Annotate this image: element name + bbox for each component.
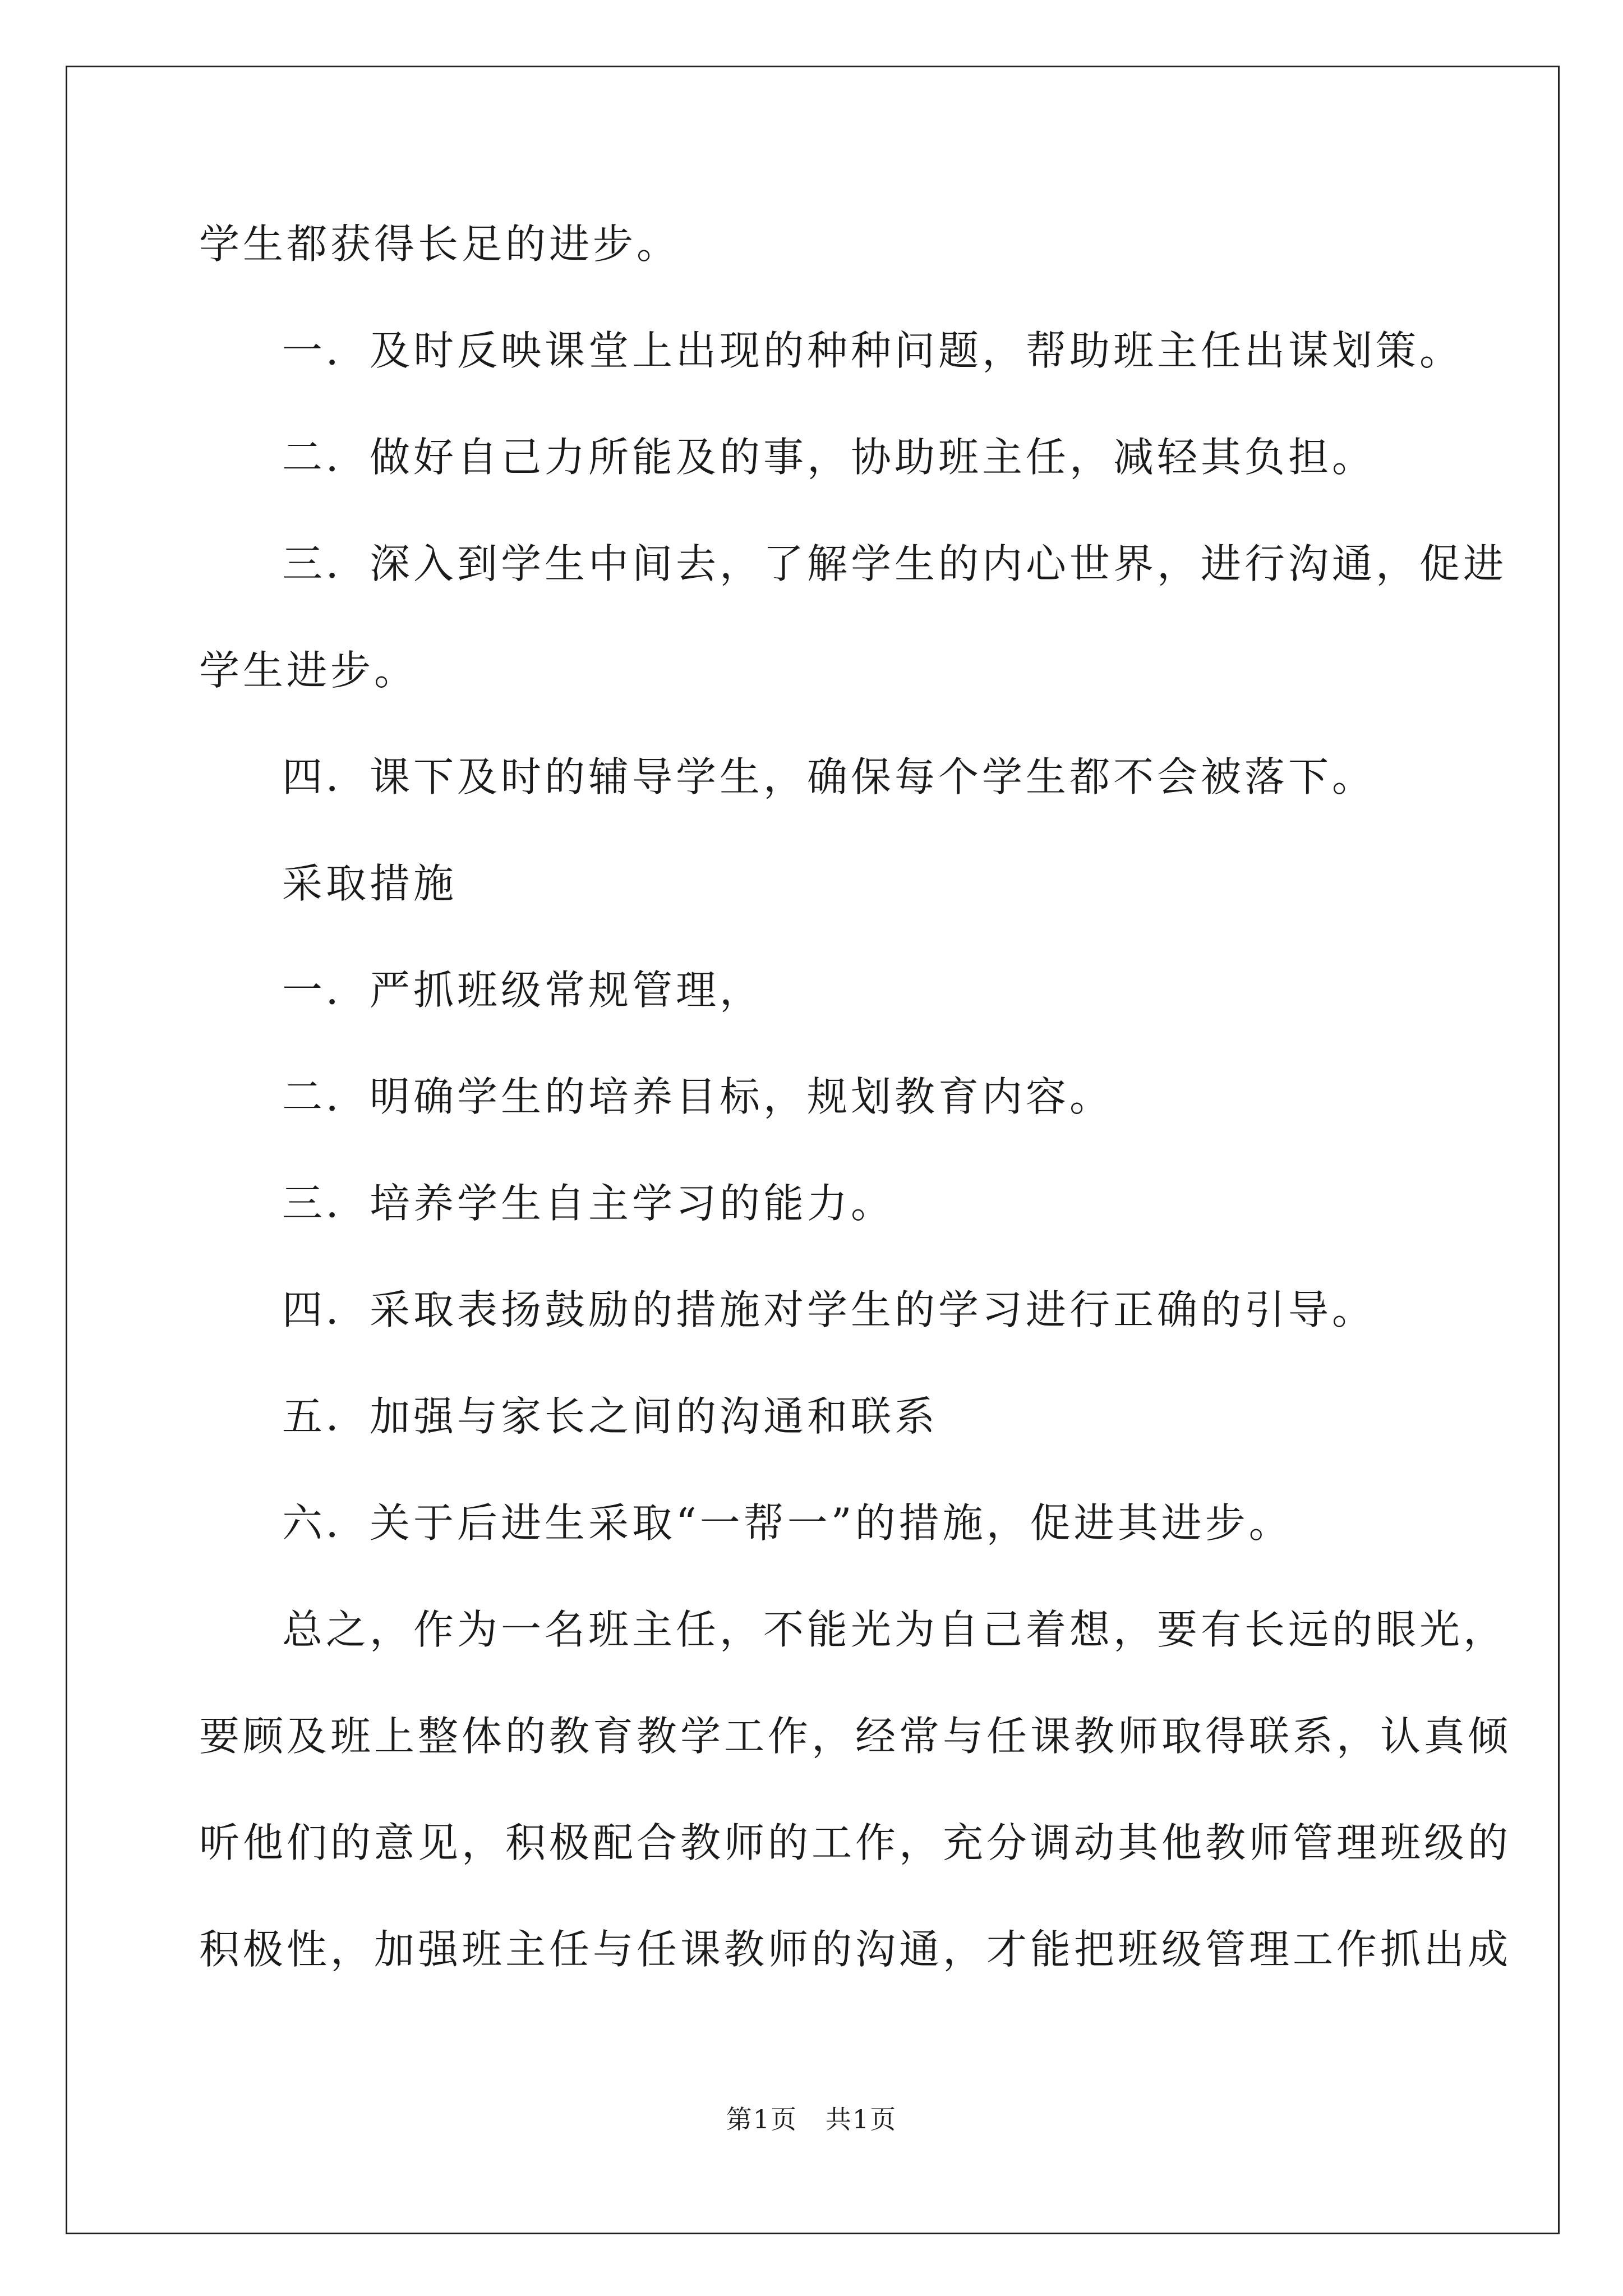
text-line: 三．培养学生自主学习的能力。 xyxy=(282,1180,895,1227)
page-border xyxy=(66,66,1560,2234)
text-line: 二．明确学生的培养目标，规划教育内容。 xyxy=(282,1073,1114,1120)
text-line: 积极性，加强班主任与任课教师的沟通，才能把班级管理工作抓出成 xyxy=(199,1926,1512,1973)
page-footer: 第1页 共1页 xyxy=(726,2104,897,2134)
text-line: 总之，作为一名班主任，不能光为自己着想，要有长远的眼光， xyxy=(282,1606,1507,1653)
text-line: 一．严抓班级常规管理， xyxy=(282,967,764,1014)
text-line: 六．关于后进生采取“一帮一”的措施，促进其进步。 xyxy=(282,1499,1293,1547)
text-line: 学生都获得长足的进步。 xyxy=(199,220,681,268)
text-line: 五．加强与家长之间的沟通和联系 xyxy=(282,1393,939,1440)
section-heading: 采取措施 xyxy=(282,860,458,907)
text-line: 听他们的意见，积极配合教师的工作，充分调动其他教师管理班级的 xyxy=(199,1819,1512,1866)
text-line: 四．课下及时的辅导学生，确保每个学生都不会被落下。 xyxy=(282,753,1376,800)
text-line: 要顾及班上整体的教育教学工作，经常与任课教师取得联系，认真倾 xyxy=(199,1713,1512,1760)
text-line: 学生进步。 xyxy=(199,647,418,694)
text-line: 一．及时反映课堂上出现的种种问题，帮助班主任出谋划策。 xyxy=(282,327,1464,374)
text-line: 三．深入到学生中间去，了解学生的内心世界，进行沟通，促进 xyxy=(282,540,1507,587)
text-line: 四．采取表扬鼓励的措施对学生的学习进行正确的引导。 xyxy=(282,1286,1376,1333)
text-line: 二．做好自己力所能及的事，协助班主任，减轻其负担。 xyxy=(282,434,1376,481)
